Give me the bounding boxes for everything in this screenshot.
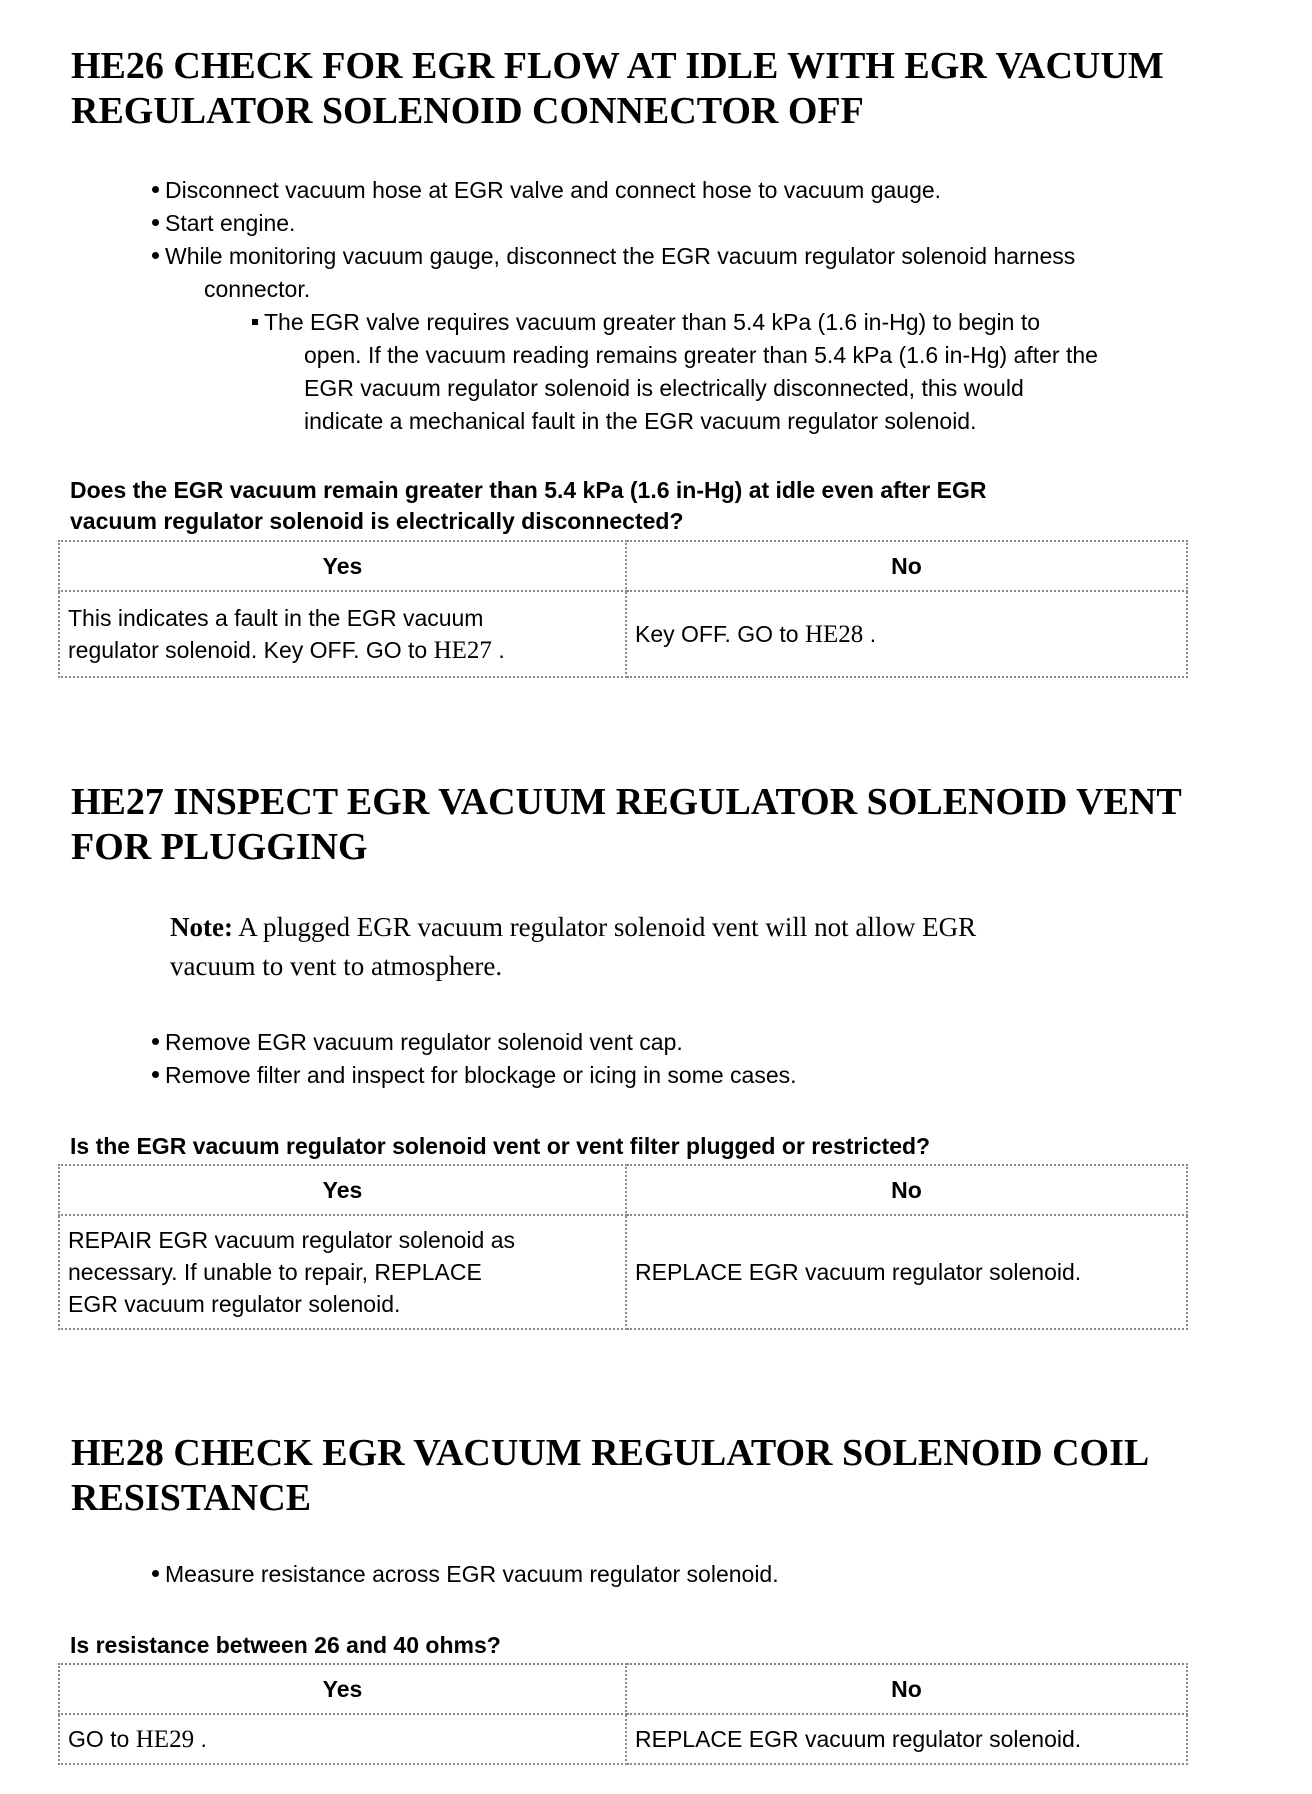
question-line: Does the EGR vacuum remain greater than 5.4 kPa (1.6 in-Hg) at idle even after EGR <box>70 477 987 503</box>
bullet-item <box>152 1059 797 1092</box>
question-he26 <box>70 475 1200 537</box>
section-title-he26 <box>71 44 1271 134</box>
cell-text: REPAIR EGR vacuum regulator solenoid as <box>68 1227 515 1253</box>
bullet-icon <box>152 219 159 226</box>
no-cell: REPLACE EGR vacuum regulator solenoid. <box>626 1215 1187 1329</box>
question-he28 <box>70 1630 1200 1661</box>
bullet-item <box>152 207 295 240</box>
bullet-item <box>152 240 1075 273</box>
table-header-row <box>59 541 1187 591</box>
question-line: Is the EGR vacuum regulator solenoid vent or vent filter plugged or restricted? <box>70 1133 931 1159</box>
bullet-item <box>152 1026 683 1059</box>
no-header: No <box>626 1165 1187 1215</box>
table-row <box>59 591 1187 677</box>
yes-no-table-he26 <box>58 540 1188 678</box>
cell-text: This indicates a fault in the EGR vacuum <box>68 604 484 631</box>
no-cell <box>626 591 1187 677</box>
sub-bullet-text: open. If the vacuum reading remains greater than 5.4 kPa (1.6 in-Hg) after the <box>304 342 1098 368</box>
bullet-text: Start engine. <box>165 210 296 236</box>
yes-cell <box>59 1714 626 1764</box>
link-he27[interactable]: HE27 <box>433 636 492 664</box>
sub-bullet-continuation <box>304 339 1098 438</box>
yes-header: Yes <box>59 1165 626 1215</box>
yes-cell <box>59 591 626 677</box>
bullet-text: Remove filter and inspect for blockage or icing in some cases. <box>165 1062 797 1088</box>
table-row <box>59 1714 1187 1764</box>
bullet-text: connector. <box>204 276 311 302</box>
link-he29[interactable]: HE29 <box>135 1725 195 1753</box>
bullet-continuation <box>204 273 310 306</box>
yes-no-table-he28 <box>58 1663 1188 1765</box>
bullet-icon <box>152 186 159 193</box>
bullet-item <box>152 1558 779 1591</box>
yes-cell <box>59 1215 626 1329</box>
bullet-text: Measure resistance across EGR vacuum regulator solenoid. <box>165 1561 779 1587</box>
bullet-text: Remove EGR vacuum regulator solenoid vent cap. <box>165 1029 683 1055</box>
title-line: FOR PLUGGING <box>71 826 368 868</box>
table-row <box>59 1215 1187 1329</box>
yes-header: Yes <box>59 1664 626 1714</box>
cell-text: . <box>491 636 505 663</box>
bullet-item <box>152 174 941 207</box>
sub-bullet-item <box>252 306 1040 339</box>
note-label: Note: <box>170 912 233 942</box>
title-line: HE26 CHECK FOR EGR FLOW AT IDLE WITH EGR VACUUM <box>71 45 1164 87</box>
sub-bullet-text: indicate a mechanical fault in the EGR vacuum regulator solenoid. <box>304 408 977 434</box>
no-header: No <box>626 1664 1187 1714</box>
cell-text: . <box>863 620 877 647</box>
bullet-icon <box>152 1038 159 1045</box>
link-he28[interactable]: HE28 <box>804 620 864 648</box>
yes-header: Yes <box>59 541 626 591</box>
square-bullet-icon <box>252 319 258 325</box>
no-cell: REPLACE EGR vacuum regulator solenoid. <box>626 1714 1187 1764</box>
note-text: A plugged EGR vacuum regulator solenoid vent will not allow EGR <box>232 912 977 942</box>
note-block <box>170 908 1190 986</box>
table-header-row <box>59 1165 1187 1215</box>
bullet-text: While monitoring vacuum gauge, disconnect the EGR vacuum regulator solenoid harness <box>165 243 1076 269</box>
cell-text: GO to <box>68 1725 136 1752</box>
cell-text: . <box>194 1725 207 1752</box>
bullet-icon <box>152 1071 159 1078</box>
cell-text <box>68 634 617 667</box>
bullet-icon <box>152 1570 159 1577</box>
bullet-icon <box>152 252 159 259</box>
title-line: HE28 CHECK EGR VACUUM REGULATOR SOLENOID COIL <box>71 1432 1150 1474</box>
section-title-he28 <box>71 1431 1271 1521</box>
title-line: REGULATOR SOLENOID CONNECTOR OFF <box>71 90 864 132</box>
question-line: Is resistance between 26 and 40 ohms? <box>70 1632 501 1658</box>
cell-text: necessary. If unable to repair, REPLACE <box>68 1259 482 1285</box>
note-text: vacuum to vent to atmosphere. <box>170 951 503 981</box>
question-line: vacuum regulator solenoid is electrically disconnected? <box>70 508 684 534</box>
cell-text: Key OFF. GO to <box>635 620 805 647</box>
sub-bullet-text: The EGR valve requires vacuum greater than 5.4 kPa (1.6 in-Hg) to begin to <box>264 309 1041 335</box>
table-header-row <box>59 1664 1187 1714</box>
bullet-text: Disconnect vacuum hose at EGR valve and connect hose to vacuum gauge. <box>165 177 942 203</box>
question-he27 <box>70 1131 1200 1162</box>
section-title-he27 <box>71 780 1271 870</box>
sub-bullet-text: EGR vacuum regulator solenoid is electrically disconnected, this would <box>304 375 1024 401</box>
yes-no-table-he27 <box>58 1164 1188 1330</box>
title-line: HE27 INSPECT EGR VACUUM REGULATOR SOLENOID VENT <box>71 781 1182 823</box>
cell-text: EGR vacuum regulator solenoid. <box>68 1291 401 1317</box>
no-header: No <box>626 541 1187 591</box>
title-line: RESISTANCE <box>71 1477 312 1519</box>
cell-text: regulator solenoid. Key OFF. GO to <box>68 636 434 663</box>
